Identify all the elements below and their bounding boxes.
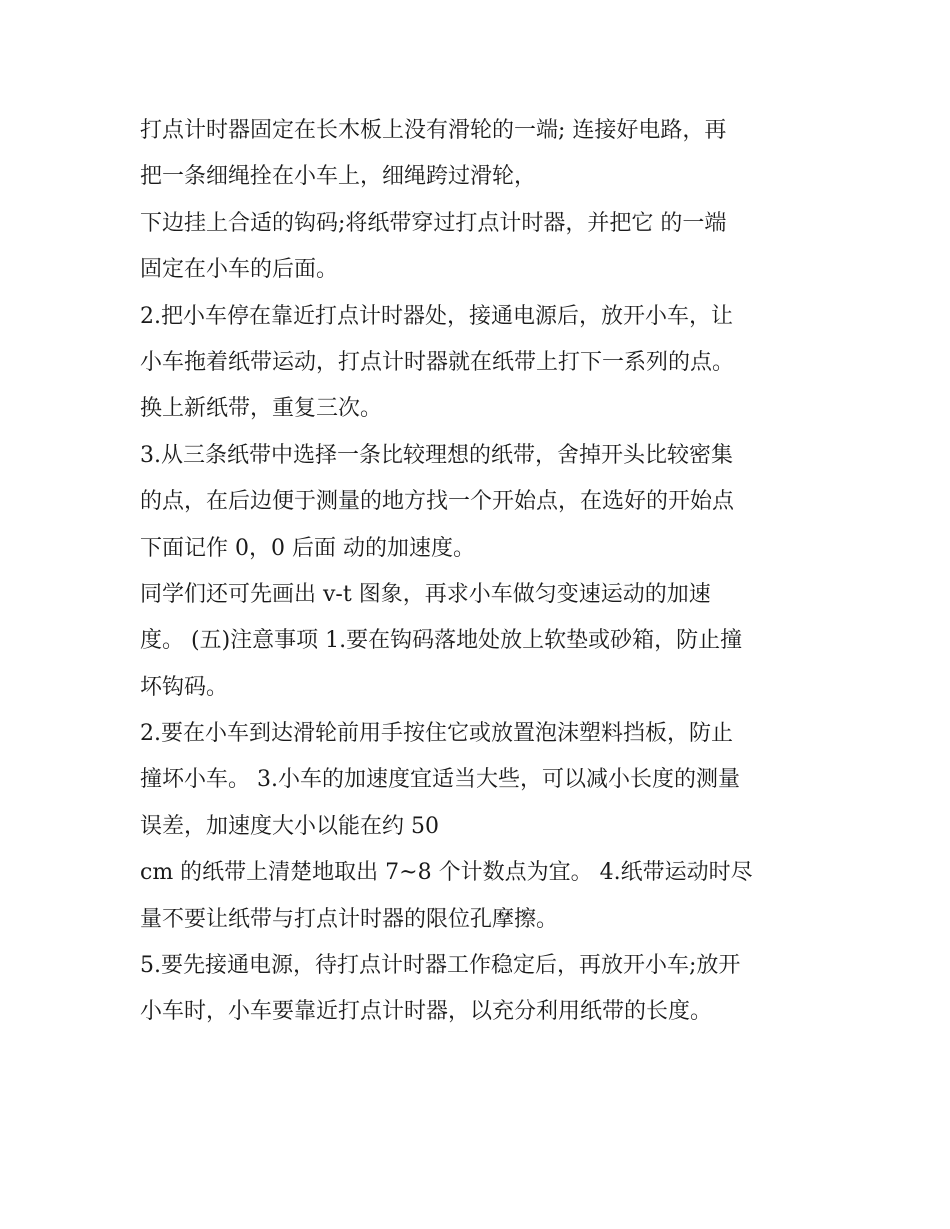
text-line-8: 3.从三条纸带中选择一条比较理想的纸带，舍掉开头比较密集 — [140, 442, 733, 468]
text-line-10: 下面记作 0，0 后面 动的加速度。 — [140, 535, 475, 561]
text-line-7: 换上新纸带，重复三次。 — [140, 396, 383, 422]
text-line-16: 误差，加速度大小以能在约 50 — [140, 813, 439, 839]
text-line-20: 小车时，小车要靠近打点计时器，以充分利用纸带的长度。 — [140, 999, 713, 1025]
text-line-12: 度。 (五)注意事项 1.要在钩码落地处放上软垫或砂箱，防止撞 — [140, 628, 743, 654]
text-line-17: cm 的纸带上清楚地取出 7~8 个计数点为宜。 4.纸带运动时尽 — [140, 860, 753, 886]
text-line-3: 下边挂上合适的钩码;将纸带穿过打点计时器，并把它 的一端 — [140, 210, 727, 236]
text-line-13: 坏钩码。 — [140, 674, 229, 700]
text-line-11: 同学们还可先画出 v-t 图象，再求小车做匀变速运动的加速 — [140, 581, 711, 607]
text-line-15: 撞坏小车。 3.小车的加速度宜适当大些，可以减小长度的测量 — [140, 767, 740, 793]
text-line-6: 小车拖着纸带运动，打点计时器就在纸带上打下一系列的点。 — [140, 349, 735, 375]
text-line-1: 打点计时器固定在长木板上没有滑轮的一端; 连接好电路，再 — [140, 118, 727, 143]
text-line-2: 把一条细绳拴在小车上，细绳跨过滑轮， — [140, 164, 537, 190]
text-line-5: 2.把小车停在靠近打点计时器处，接通电源后，放开小车，让 — [140, 303, 733, 329]
body-text — [140, 108, 830, 1036]
text-line-9: 的点，在后边便于测量的地方找一个开始点，在选好的开始点 — [140, 489, 735, 515]
text-line-4: 固定在小车的后面。 — [140, 257, 339, 283]
text-line-14: 2.要在小车到达滑轮前用手按住它或放置泡沫塑料挡板，防止 — [140, 721, 733, 747]
text-line-18: 量不要让纸带与打点计时器的限位孔摩擦。 — [140, 906, 559, 932]
text-line-19: 5.要先接通电源，待打点计时器工作稳定后，再放开小车;放开 — [140, 953, 741, 979]
